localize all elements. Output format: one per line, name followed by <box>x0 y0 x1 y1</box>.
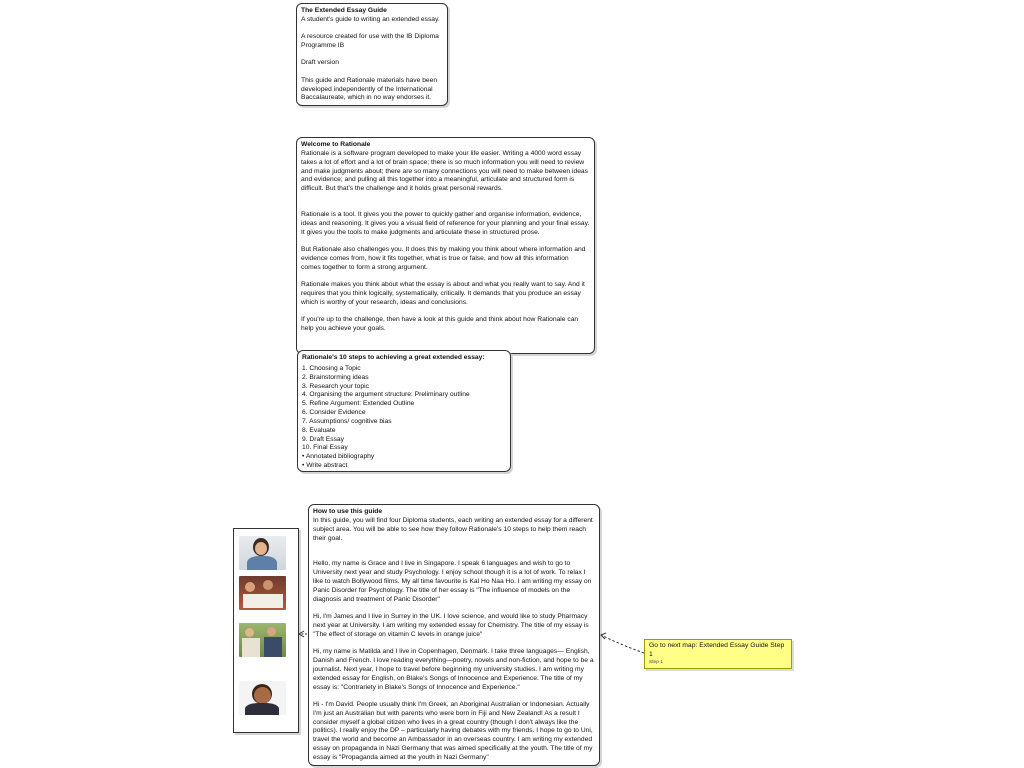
step-item: 5. Refine Argument: Extended Outline <box>302 400 415 408</box>
welcome-paragraph: Rationale makes you think about what the essay is about and what you really want to say. And it requires that you think logically, systematically, critically. It demands that you produce an essay which is worthy of your research, ideas and conclusions. <box>301 281 585 306</box>
welcome-paragraph: But Rationale also challenges you. It does this by making you think about where information and evidence comes from, how it fits together, what is true or false, and how all this information comes together to form a strong argument. <box>301 246 586 271</box>
welcome-paragraph: Rationale is a tool. It gives you the power to quickly gather and organise information, evidence, ideas and reasoning. It gives you a visual field of reference for your planning and your final essay. It gives you the tools to make judgments and articulate these in structured prose. <box>301 211 590 236</box>
student-photo-david-icon <box>239 681 286 715</box>
step-item: • Annotated bibliography <box>302 453 375 461</box>
step-item: 6. Consider Evidence <box>302 409 366 417</box>
guide-disclaimer: This guide and Rationale materials have been developed independently of the International Baccalaureate, which in no way endorses it. <box>301 76 438 102</box>
welcome-title: Welcome to Rationale <box>301 141 371 148</box>
welcome-paragraph: Rationale is a software program developed to make your life easier. Writing a 4000 word essay takes a lot of effort and a lot of brain space; there is so much information you will need to review and make judgments about; there are so many connections you will need to make between ideas and evidence; and pulling all this together into a meaningful, articulate and structured form is difficult. But that's the challenge and it holds great personal rewards. <box>301 149 588 193</box>
guide-title: The Extended Essay Guide <box>301 7 387 14</box>
step-item: 9. Draft Essay <box>302 435 344 443</box>
welcome-box[interactable] <box>296 137 595 354</box>
step-item: 3. Research your topic <box>302 382 369 390</box>
howto-box[interactable] <box>308 504 600 766</box>
student-bio-david: Hi - I'm David. People usually think I'm Greek, an Aboriginal Australian or Indonesian. Actually I'm just an Australian but with parents who were born in Fiji and New Zealand! As a result I consider myself a global citizen who lives in a great country (though I don't always like the politics). I really enjoy the DP – particularly having debates with my friends. I hope to go to Uni, travel the world and become an Ambassador in an overseas country. I am writing my extended essay on propaganda in Nazi Germany that was aimed specifically at the youth. The title of my essay is "Propaganda aimed at the youth in Nazi Germany" <box>313 700 593 761</box>
student-bio-grace: Hello, my name is Grace and I live in Singapore. I speak 6 languages and wish to go to University next year and study Psychology. I enjoy school though it is a lot of work. To relax I like to watch Bollywood films. My all time favourite is Kal Ho Naa Ho. I am writing my essay on Panic Disorder for Psychology. The title of her essay is "The influence of models on the diagnosis and treatment of Panic Disorder" <box>313 560 592 603</box>
step-item: 10. Final Essay <box>302 444 348 452</box>
next-map-link-text[interactable]: Go to next map: Extended Essay Guide Step 1 <box>649 642 785 658</box>
student-photo-matilda-icon <box>239 623 286 657</box>
connector-arrowhead <box>299 631 304 637</box>
step-item: 7. Assumptions/ cognitive bias <box>302 417 392 425</box>
student-photo-james-icon <box>239 576 286 610</box>
next-map-link-note[interactable] <box>644 639 792 669</box>
next-map-step-label: Step 1 <box>649 660 663 665</box>
connector-arrowhead <box>601 633 606 639</box>
step-item: 1. Choosing a Topic <box>302 364 361 372</box>
steps-box[interactable] <box>297 350 511 472</box>
student-bio-matilda: Hi, my name is Matilda and I live in Copenhagen, Denmark. I take three languages— English, Danish and French. I love reading everything—poetry, novels and non-fiction, and hope to be a journalist. Next year, I hope to travel before beginning my university studies. I am writing my extended essay for English, on Blake's Songs of Innocence and Experience. The title of my essay is: "Contrariety in Blake's Songs of Innocence and Experience." <box>313 648 594 691</box>
guide-draft-line: Draft version <box>301 59 339 67</box>
connector-note-to-howto <box>601 635 644 653</box>
guide-title-box[interactable] <box>296 3 448 106</box>
step-item: 4. Organising the argument structure: Preliminary outline <box>302 391 470 399</box>
howto-title: How to use this guide <box>313 508 383 515</box>
guide-resource-line: A resource created for use with the IB Diploma Programme IB <box>301 33 439 50</box>
student-photo-grace-icon <box>239 536 286 570</box>
steps-title: Rationale's 10 steps to achieving a great extended essay: <box>302 354 485 361</box>
welcome-paragraph: If you're up to the challenge, then have a look at this guide and think about how Rationale can help you achieve your goals. <box>301 316 579 332</box>
step-item: 8. Evaluate <box>302 426 336 434</box>
guide-subtitle: A student's guide to writing an extended essay. <box>301 15 440 23</box>
student-photos-panel[interactable] <box>233 528 299 733</box>
student-bio-james: Hi, I'm James and I live in Surrey in the UK. I love science, and would like to study Pharmacy next year at University. I am writing my extended essay for Chemistry. The title of my essay is "The effect of storage on vitamin C levels in orange juice" <box>313 613 589 638</box>
step-item: 2. Brainstorming ideas <box>302 373 369 381</box>
howto-intro: In this guide, you will find four Diploma students, each writing an extended essay for a different subject area. You will be able to see how they follow Rationale's 10 steps to help them reach their goal. <box>313 516 593 542</box>
step-item: • Write abstract <box>302 462 348 470</box>
